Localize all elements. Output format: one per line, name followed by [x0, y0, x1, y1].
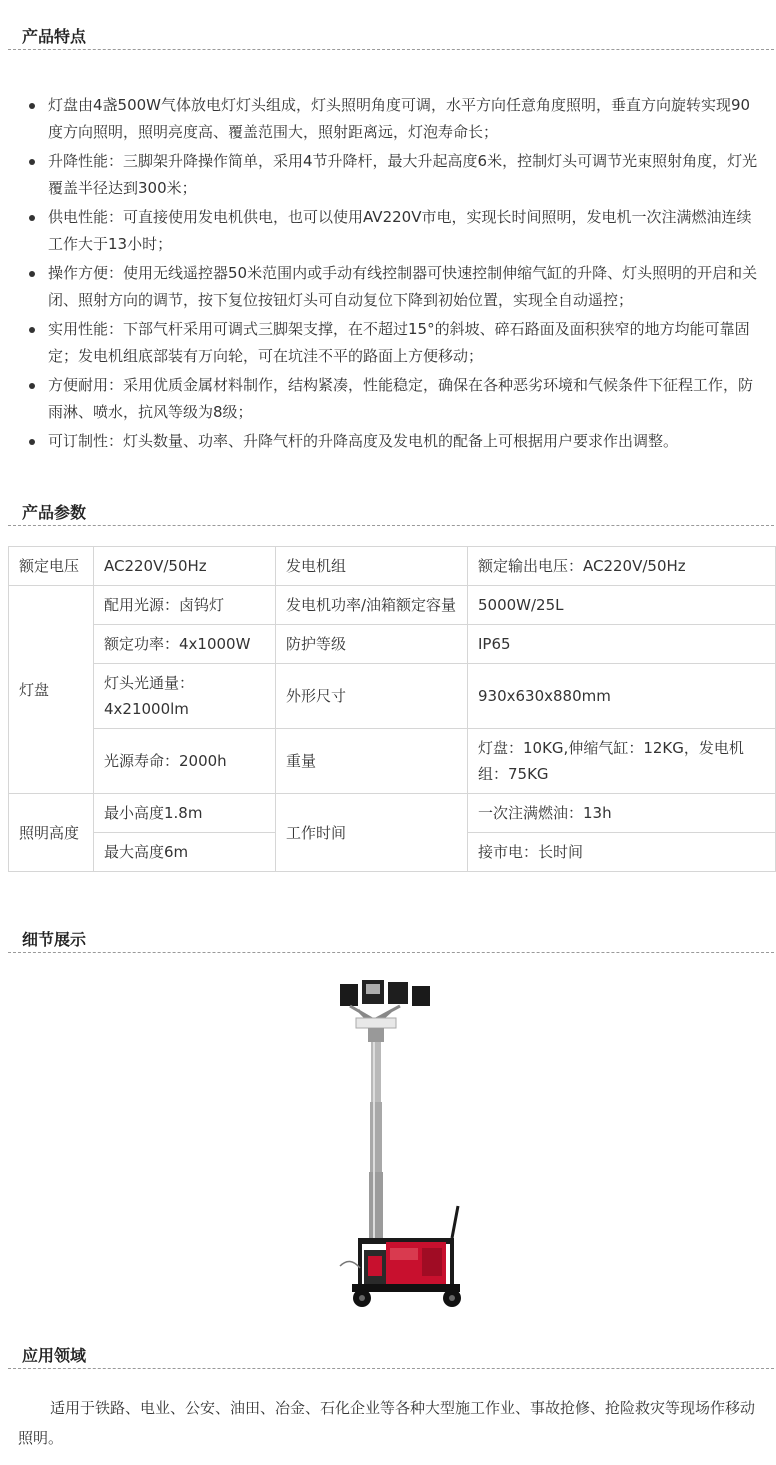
table-cell: 发电机功率/油箱额定容量: [276, 586, 468, 625]
table-cell: IP65: [468, 625, 776, 664]
table-cell: 配用光源：卤钨灯: [94, 586, 276, 625]
feature-item: 可订制性：灯头数量、功率、升降气杆的升降高度及发电机的配备上可根据用户要求作出调整。: [0, 428, 776, 455]
table-cell: 额定功率：4x1000W: [94, 625, 276, 664]
bullet-icon: [29, 103, 35, 109]
params-table: [8, 546, 776, 872]
table-cell: 防护等级: [276, 625, 468, 664]
table-cell: 5000W/25L: [468, 586, 776, 625]
table-cell: 最小高度1.8m: [94, 794, 276, 833]
bullet-icon: [29, 159, 35, 165]
feature-list: [0, 92, 776, 457]
feature-item: 升降性能：三脚架升降操作简单，采用4节升降杆，最大升起高度6米，控制灯头可调节光束照射角度，灯光覆盖半径达到300米；: [0, 148, 776, 202]
product-photo: [330, 976, 470, 1310]
feature-item: 实用性能：下部气杆采用可调式三脚架支撑，在不超过15°的斜坡、碎石路面及面积狭窄的地方均能可靠固定；发电机组底部装有万向轮，可在坑洼不平的路面上方便移动；: [0, 316, 776, 370]
section-header-features: [0, 26, 776, 50]
section-title-details: 细节展示: [22, 930, 87, 949]
table-cell: 一次注满燃油：13h: [468, 794, 776, 833]
table-row: [9, 664, 776, 729]
table-cell: 重量: [276, 729, 468, 794]
bullet-icon: [29, 439, 35, 445]
dashed-divider: [8, 1368, 774, 1369]
table-cell-lamp-label: 灯盘: [9, 586, 94, 794]
table-cell-height-label: 照明高度: [9, 794, 94, 872]
feature-item: 灯盘由4盏500W气体放电灯灯头组成，灯头照明角度可调，水平方向任意角度照明，垂直方向旋转实现90度方向照明，照明亮度高、覆盖范围大，照射距离远，灯泡寿命长；: [0, 92, 776, 146]
section-header-application: [0, 1345, 776, 1369]
table-cell: 工作时间: [276, 794, 468, 872]
table-cell: 灯头光通量：4x21000lm: [94, 664, 276, 729]
feature-item: 供电性能：可直接使用发电机供电，也可以使用AV220V市电，实现长时间照明，发电机一次注满燃油连续工作大于13小时；: [0, 204, 776, 258]
bullet-icon: [29, 327, 35, 333]
table-cell: 发电机组: [276, 547, 468, 586]
section-header-params: [0, 502, 776, 526]
bullet-icon: [29, 215, 35, 221]
table-cell: 额定输出电压：AC220V/50Hz: [468, 547, 776, 586]
mobile-light-tower-illustration: [330, 976, 470, 1310]
section-title-params: 产品参数: [22, 503, 87, 522]
table-cell: 最大高度6m: [94, 833, 276, 872]
table-row: [9, 586, 776, 625]
section-title-features: 产品特点: [22, 27, 87, 46]
table-row: [9, 729, 776, 794]
table-row: [9, 625, 776, 664]
feature-item: 操作方便：使用无线遥控器50米范围内或手动有线控制器可快速控制伸缩气缸的升降、灯头照明的开启和关闭、照射方向的调节，按下复位按钮灯头可自动复位下降到初始位置，实现全自动遥控；: [0, 260, 776, 314]
table-row: [9, 794, 776, 833]
application-text: 适用于铁路、电业、公安、油田、冶金、石化企业等各种大型施工作业、事故抢修、抢险救灾等现场作移动照明。: [18, 1399, 756, 1447]
table-row: [9, 547, 776, 586]
bullet-icon: [29, 271, 35, 277]
feature-item: 方便耐用：采用优质金属材料制作，结构紧凑，性能稳定，确保在各种恶劣环境和气候条件下征程工作，防雨淋、喷水，抗风等级为8级；: [0, 372, 776, 426]
table-cell: 外形尺寸: [276, 664, 468, 729]
table-cell: 额定电压: [9, 547, 94, 586]
table-cell: AC220V/50Hz: [94, 547, 276, 586]
table-cell: 接市电：长时间: [468, 833, 776, 872]
dashed-divider: [8, 525, 774, 526]
dashed-divider: [8, 952, 774, 953]
table-cell: 灯盘：10KG,伸缩气缸：12KG，发电机组：75KG: [468, 729, 776, 794]
section-header-details: [0, 929, 776, 953]
dashed-divider: [8, 49, 774, 50]
bullet-icon: [29, 383, 35, 389]
table-cell: 光源寿命：2000h: [94, 729, 276, 794]
section-title-application: 应用领域: [22, 1346, 87, 1365]
table-cell: 930x630x880mm: [468, 664, 776, 729]
